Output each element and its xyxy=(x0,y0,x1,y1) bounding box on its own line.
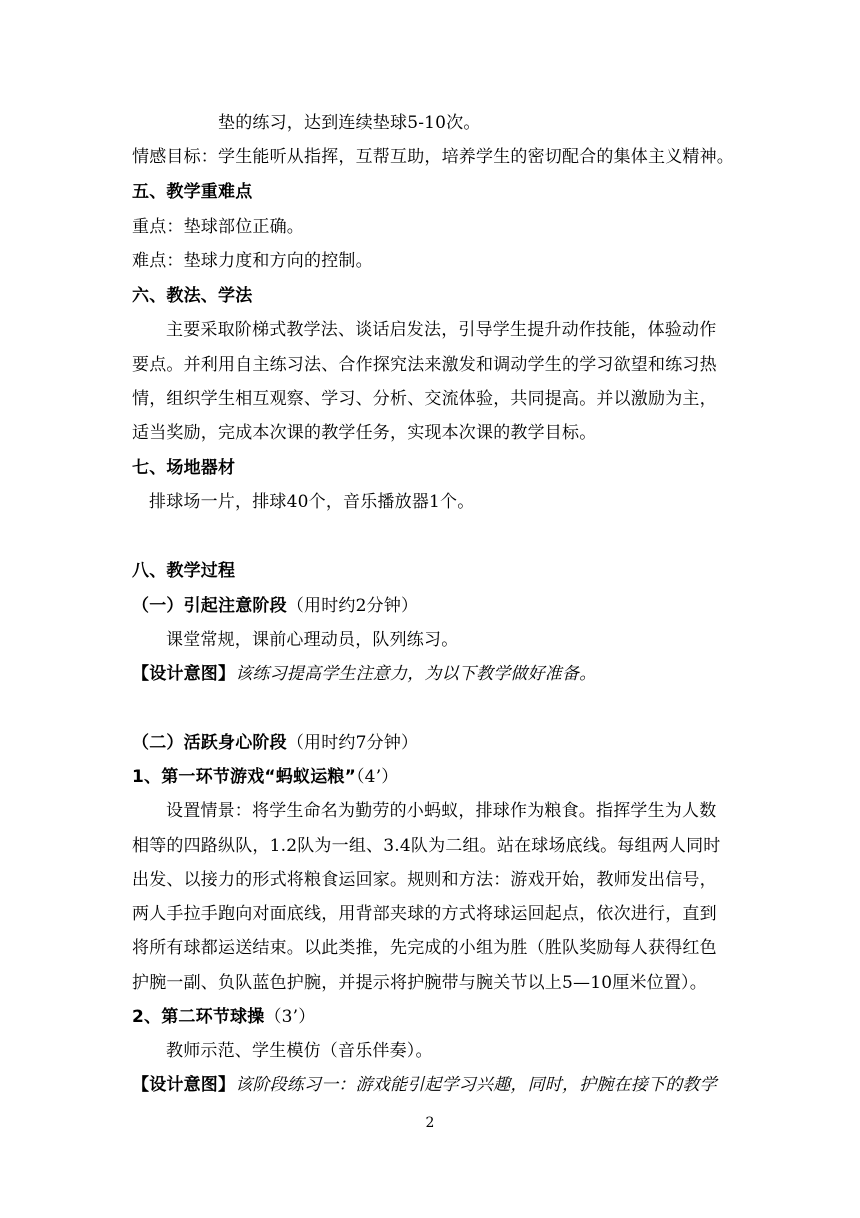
section-heading: 八、教学过程 xyxy=(132,561,236,581)
text-line: 相等的四路纵队，1.2队为一组、3.4队为二组。站在球场底线。每组两人同时 xyxy=(132,836,721,856)
text-line: 要点。并利用自主练习法、合作探究法来激发和调动学生的学习欲望和练习热 xyxy=(132,355,717,375)
text-line: 护腕一副、负队蓝色护腕，并提示将护腕带与腕关节以上5—10厘米位置）。 xyxy=(132,973,707,993)
text-line: 出发、以接力的形式将粮食运回家。规则和方法：游戏开始，教师发出信号， xyxy=(132,870,717,890)
text-line: 情，组织学生相互观察、学习、分析、交流体验，共同提高。并以激励为主， xyxy=(132,389,717,409)
subsection-title: 1、第一环节游戏“蚂蚁运粮” xyxy=(132,767,356,787)
subsection-title: （二）活跃身心阶段 xyxy=(132,733,287,753)
subsection-heading xyxy=(132,1005,315,1029)
text-line: 重点：垫球部位正确。 xyxy=(132,217,304,237)
design-intent-label: 【设计意图】 xyxy=(132,1075,236,1095)
subsection-title: 2、第二环节球操 xyxy=(132,1007,265,1027)
design-intent-text: 该阶段练习一：游戏能引起学习兴趣，同时，护腕在接下的教学 xyxy=(235,1075,717,1095)
text-line: 教师示范、学生模仿（音乐伴奏）。 xyxy=(166,1041,433,1061)
text-line: 情感目标：学生能听从指挥，互帮互助，培养学生的密切配合的集体主义精神。 xyxy=(132,147,734,167)
subsection-heading xyxy=(132,765,399,789)
text-line: 难点：垫球力度和方向的控制。 xyxy=(132,251,373,271)
design-intent xyxy=(132,1073,717,1097)
text-line: 垫的练习，达到连续垫球5-10次。 xyxy=(218,113,481,133)
subsection-duration: （3’） xyxy=(264,1007,316,1027)
text-line: 将所有球都运送结束。以此类推，先完成的小组为胜（胜队奖励每人获得红色 xyxy=(132,938,717,958)
subsection-heading xyxy=(132,731,418,755)
text-line: 主要采取阶梯式教学法、谈话启发法，引导学生提升动作技能，体验动作 xyxy=(166,320,717,340)
design-intent-text: 该练习提高学生注意力，为以下教学做好准备。 xyxy=(235,664,597,684)
subsection-title: （一）引起注意阶段 xyxy=(132,596,287,616)
design-intent xyxy=(132,662,596,686)
subsection-heading xyxy=(132,594,418,618)
subsection-duration: （用时约7分钟） xyxy=(286,733,419,753)
section-heading: 六、教法、学法 xyxy=(132,286,253,306)
subsection-duration: （4’） xyxy=(355,767,399,787)
text-line: 设置情景：将学生命名为勤劳的小蚂蚁，排球作为粮食。指挥学生为人数 xyxy=(166,801,717,821)
page-number: 2 xyxy=(425,1115,435,1131)
text-line: 排球场一片，排球40个，音乐播放器1个。 xyxy=(149,492,475,512)
subsection-duration: （用时约2分钟） xyxy=(286,596,419,616)
text-line: 两人手拉手跑向对面底线，用背部夹球的方式将球运回起点，依次进行，直到 xyxy=(132,904,717,924)
section-heading: 七、场地器材 xyxy=(132,458,236,478)
text-line: 课堂常规，课前心理动员，队列练习。 xyxy=(166,630,459,650)
text-line: 适当奖励，完成本次课的教学任务，实现本次课的教学目标。 xyxy=(132,423,597,443)
design-intent-label: 【设计意图】 xyxy=(132,664,236,684)
section-heading: 五、教学重难点 xyxy=(132,182,253,202)
